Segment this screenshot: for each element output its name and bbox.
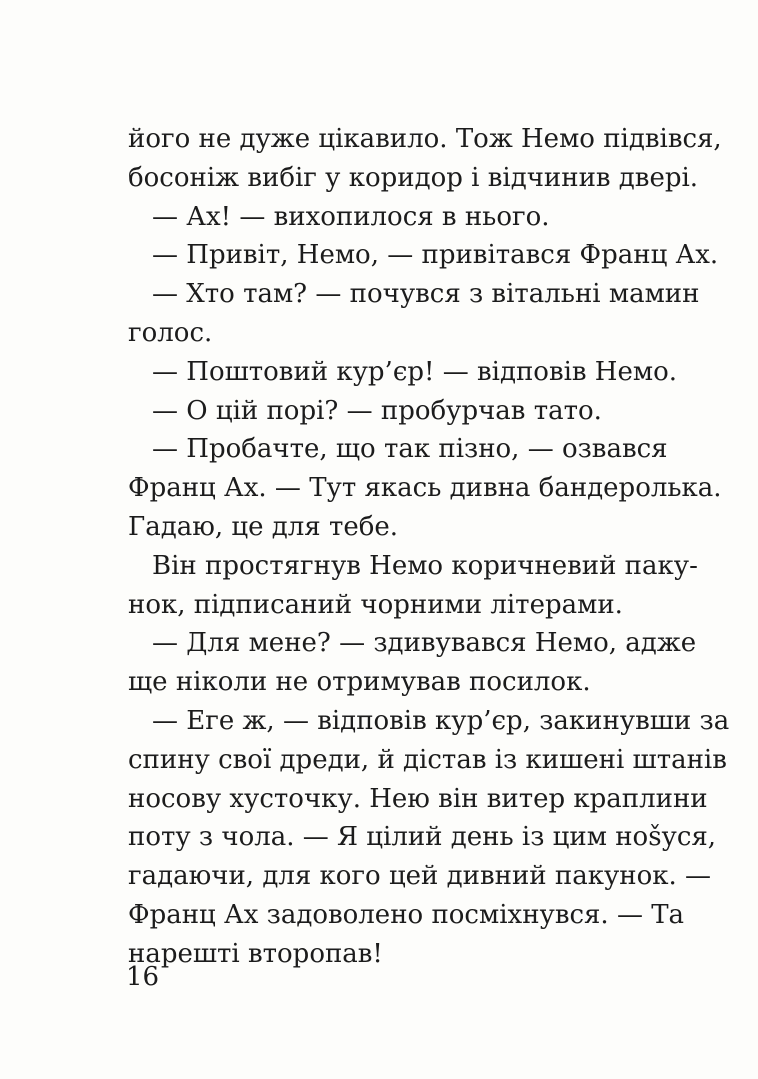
text-line: голос. bbox=[128, 317, 213, 348]
text-line: поту з чола. — Я цілий день із цим нošуся, bbox=[128, 822, 717, 853]
text-line: Франц Ах. — Тут якась дивна бандеролька. bbox=[128, 473, 722, 504]
page-number: 16 bbox=[126, 962, 160, 992]
text-line: — Ах! — вихопилося в нього. bbox=[152, 201, 550, 232]
text-line: нок, підписаний чорними літерами. bbox=[128, 589, 623, 620]
body-text bbox=[128, 120, 730, 974]
text-line: — Для мене? — здивувався Немо, адже bbox=[152, 628, 697, 659]
text-line: нарешті второпав! bbox=[128, 938, 383, 969]
text-line: — Хто там? — почувся з вітальні мамин bbox=[152, 279, 700, 310]
text-line: носову хусточку. Нею він витер краплини bbox=[128, 783, 708, 814]
text-line: спину свої дреди, й дістав із кишені штанів bbox=[128, 744, 727, 775]
text-line: Він простягнув Немо коричневий паку- bbox=[152, 550, 698, 581]
text-line: його не дуже цікавило. Тож Немо підвівся, bbox=[128, 124, 722, 154]
text-line: — Еге ж, — відповів кур’єр, закинувши за bbox=[152, 705, 730, 736]
text-line: — Пробачте, що так пізно, — озвався bbox=[152, 434, 668, 465]
text-line: Франц Ах задоволено посміхнувся. — Та bbox=[128, 899, 685, 930]
text-line: гадаючи, для кого цей дивний пакунок. — bbox=[128, 861, 712, 892]
text-line: — Поштовий кур’єр! — відповів Немо. bbox=[152, 356, 678, 387]
text-line: Гадаю, це для тебе. bbox=[128, 511, 399, 542]
text-line: ще ніколи не отримував посилок. bbox=[128, 667, 591, 698]
text-line: — О цій порі? — пробурчав тато. bbox=[152, 395, 602, 426]
text-line: — Привіт, Немо, — привітався Франц Ах. bbox=[152, 240, 719, 271]
text-line: босоніж вибіг у коридор і відчинив двері. bbox=[128, 162, 699, 193]
